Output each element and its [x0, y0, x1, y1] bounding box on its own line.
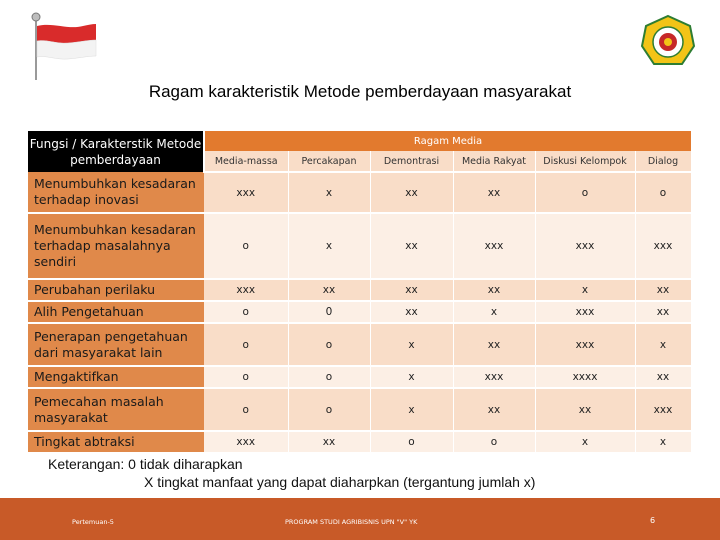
- table-cell: xx: [370, 213, 453, 279]
- group-header: Ragam Media: [204, 131, 691, 151]
- row-label: Penerapan pengetahuan dari masyarakat lain: [28, 323, 204, 366]
- column-header: Percakapan: [288, 151, 370, 172]
- table-cell: x: [288, 213, 370, 279]
- table-cell: xx: [453, 172, 535, 213]
- table-cell: xxx: [204, 431, 288, 453]
- methods-table: [28, 131, 692, 454]
- indonesia-flag-icon: [28, 10, 98, 80]
- row-label: Mengaktifkan: [28, 366, 204, 388]
- table-row: [28, 301, 691, 323]
- table-cell: o: [535, 172, 635, 213]
- row-label: Tingkat abtraksi: [28, 431, 204, 453]
- footer-bar: [0, 498, 720, 540]
- table-cell: o: [370, 431, 453, 453]
- table-row: [28, 366, 691, 388]
- table-cell: x: [288, 172, 370, 213]
- table-cell: xxx: [453, 213, 535, 279]
- table-cell: xxx: [204, 279, 288, 301]
- table-cell: xx: [535, 388, 635, 431]
- table-cell: xx: [370, 301, 453, 323]
- footer-program: PROGRAM STUDI AGRIBISNIS UPN "V" YK: [285, 518, 418, 526]
- table-cell: xx: [453, 388, 535, 431]
- table-cell: x: [535, 431, 635, 453]
- table-row: [28, 172, 691, 213]
- table-cell: xxx: [535, 323, 635, 366]
- corner-header: Fungsi / Karakterstik Metode pemberdayaan: [28, 131, 204, 172]
- table-cell: xx: [370, 172, 453, 213]
- table-cell: o: [288, 388, 370, 431]
- table-cell: xxxx: [535, 366, 635, 388]
- table-cell: o: [288, 323, 370, 366]
- table-row: [28, 213, 691, 279]
- row-label: Menumbuhkan kesadaran terhadap masalahnya sendiri: [28, 213, 204, 279]
- table-cell: xxx: [635, 388, 691, 431]
- table-cell: xxx: [535, 301, 635, 323]
- legend-note: [48, 455, 535, 491]
- column-header: Demontrasi: [370, 151, 453, 172]
- table-cell: xx: [635, 279, 691, 301]
- table-cell: o: [204, 323, 288, 366]
- column-header: Diskusi Kelompok: [535, 151, 635, 172]
- row-label: Menumbuhkan kesadaran terhadap inovasi: [28, 172, 204, 213]
- table-cell: o: [204, 388, 288, 431]
- table-cell: x: [453, 301, 535, 323]
- footer-session: Pertemuan-5: [72, 518, 114, 526]
- table-row: [28, 323, 691, 366]
- table-cell: x: [635, 323, 691, 366]
- table-cell: x: [635, 431, 691, 453]
- table-cell: 0: [288, 301, 370, 323]
- row-label: Pemecahan masalah masyarakat: [28, 388, 204, 431]
- table-cell: xx: [288, 279, 370, 301]
- table-cell: xx: [370, 279, 453, 301]
- table-cell: xxx: [204, 172, 288, 213]
- table-cell: x: [370, 366, 453, 388]
- table-cell: xxx: [535, 213, 635, 279]
- table-cell: o: [288, 366, 370, 388]
- table-cell: x: [370, 388, 453, 431]
- table-cell: o: [204, 213, 288, 279]
- table-cell: xx: [635, 366, 691, 388]
- table-cell: xxx: [453, 366, 535, 388]
- table-cell: xx: [635, 301, 691, 323]
- note-line-2: X tingkat manfaat yang dapat diaharpkan (tergantung jumlah x): [144, 474, 536, 490]
- table-row: [28, 279, 691, 301]
- note-line-1: Keterangan: 0 tidak diharapkan: [48, 456, 243, 472]
- page-number: 6: [650, 516, 656, 525]
- table-row: [28, 388, 691, 431]
- row-label: Alih Pengetahuan: [28, 301, 204, 323]
- table-cell: o: [453, 431, 535, 453]
- table-cell: xx: [453, 323, 535, 366]
- university-emblem-icon: [640, 14, 696, 70]
- table-cell: xx: [453, 279, 535, 301]
- table-cell: x: [370, 323, 453, 366]
- row-label: Perubahan perilaku: [28, 279, 204, 301]
- table-row: [28, 431, 691, 453]
- column-header: Dialog: [635, 151, 691, 172]
- table-cell: xxx: [635, 213, 691, 279]
- column-header: Media Rakyat: [453, 151, 535, 172]
- table-cell: xx: [288, 431, 370, 453]
- table-cell: o: [204, 301, 288, 323]
- table-cell: x: [535, 279, 635, 301]
- page-title: Ragam karakteristik Metode pemberdayaan masyarakat: [148, 82, 572, 101]
- table-cell: o: [204, 366, 288, 388]
- column-header: Media-massa: [204, 151, 288, 172]
- table-cell: o: [635, 172, 691, 213]
